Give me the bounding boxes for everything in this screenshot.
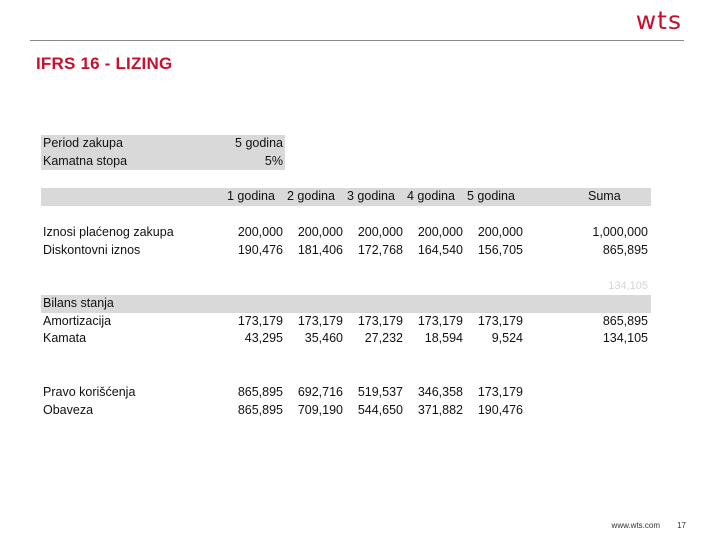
lease-period-row — [41, 135, 285, 153]
faint-value-row — [41, 278, 651, 296]
header-divider — [30, 40, 684, 41]
balance-sheet-table — [41, 295, 651, 348]
right-of-use-year-1: 865,895 — [237, 385, 283, 399]
payments-year-3: 200,000 — [357, 225, 403, 239]
header-year-4: 4 godina — [407, 189, 455, 203]
liability-year-2: 709,190 — [297, 402, 343, 417]
interest-year-5: 9,524 — [491, 331, 523, 345]
payments-year-2: 200,000 — [297, 225, 343, 239]
liability-year-3: 544,650 — [357, 402, 403, 417]
right-of-use-year-2: 692,716 — [297, 385, 343, 399]
discounted-year-4: 164,540 — [417, 242, 463, 257]
lease-info-table — [41, 135, 285, 170]
discounted-year-2: 181,406 — [297, 242, 343, 257]
amortization-year-5: 173,179 — [477, 313, 523, 328]
amortization-row — [41, 313, 651, 331]
right-of-use-year-4: 346,358 — [417, 385, 463, 399]
interest-year-1: 43,295 — [244, 331, 283, 345]
footer-url: www.wts.com — [611, 521, 660, 530]
liability-year-5: 190,476 — [477, 402, 523, 417]
interest-row — [41, 330, 651, 348]
header-year-5: 5 godina — [467, 189, 515, 203]
right-of-use-year-5: 173,179 — [477, 385, 523, 399]
interest-year-4: 18,594 — [424, 331, 463, 345]
discounted-sum: 865,895 — [602, 242, 648, 257]
amortization-year-2: 173,179 — [297, 313, 343, 328]
amortization-year-4: 173,179 — [417, 313, 463, 328]
liability-row — [41, 402, 651, 420]
payments-year-1: 200,000 — [237, 225, 283, 239]
discounted-year-1: 190,476 — [237, 242, 283, 257]
column-header-row — [41, 188, 651, 206]
discounted-year-3: 172,768 — [357, 242, 403, 257]
balance-sheet-header — [41, 295, 651, 313]
column-header-table — [41, 188, 651, 206]
asset-liability-table — [41, 384, 651, 419]
amortization-sum: 865,895 — [602, 313, 648, 328]
interest-rate-value: 5% — [264, 153, 283, 168]
header-year-2: 2 godina — [287, 189, 335, 203]
discounted-row — [41, 242, 651, 260]
interest-year-2: 35,460 — [304, 331, 343, 345]
lease-period-value: 5 godina — [235, 136, 283, 150]
amortization-label: Amortizacija — [43, 313, 112, 328]
interest-rate-row — [41, 153, 285, 171]
payments-table — [41, 224, 651, 259]
balance-sheet-label: Bilans stanja — [43, 296, 114, 310]
payments-row — [41, 224, 651, 242]
header-year-1: 1 godina — [227, 189, 275, 203]
lease-period-label: Period zakupa — [43, 136, 123, 150]
liability-year-4: 371,882 — [417, 402, 463, 417]
interest-label: Kamata — [43, 331, 87, 345]
right-of-use-label: Pravo korišćenja — [43, 385, 136, 399]
right-of-use-year-3: 519,537 — [357, 385, 403, 399]
payments-label: Iznosi plaćenog zakupa — [43, 225, 174, 239]
liability-year-1: 865,895 — [237, 402, 283, 417]
interest-year-3: 27,232 — [364, 331, 403, 345]
wts-logo: wts — [635, 6, 682, 35]
discounted-year-5: 156,705 — [477, 242, 523, 257]
payments-year-4: 200,000 — [417, 225, 463, 239]
liability-label: Obaveza — [43, 402, 94, 417]
right-of-use-row — [41, 384, 651, 402]
faint-difference-value: 134,105 — [608, 280, 648, 292]
header-year-3: 3 godina — [347, 189, 395, 203]
payments-sum: 1,000,000 — [592, 225, 648, 239]
header-sum: Suma — [588, 189, 621, 203]
page-number: 17 — [677, 521, 686, 530]
amortization-year-1: 173,179 — [237, 313, 283, 328]
discounted-label: Diskontovni iznos — [43, 242, 141, 257]
payments-year-5: 200,000 — [477, 225, 523, 239]
amortization-year-3: 173,179 — [357, 313, 403, 328]
interest-sum: 134,105 — [602, 331, 648, 345]
interest-rate-label: Kamatna stopa — [43, 153, 128, 168]
slide-title: IFRS 16 - LIZING — [36, 54, 173, 73]
